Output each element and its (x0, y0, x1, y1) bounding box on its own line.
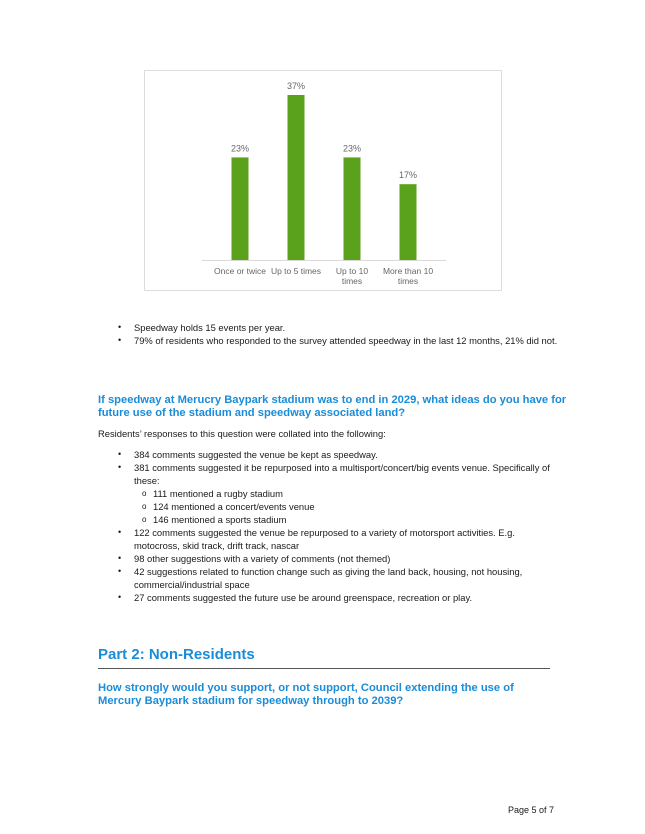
section-heading: Part 2: Non-Residents (98, 646, 550, 669)
list-item: • 27 comments suggested the future use be around greenspace, recreation or play. (118, 591, 558, 604)
page-number: Page 5 of 7 (508, 805, 555, 815)
sublist-item: o 146 mentioned a sports stadium (143, 513, 558, 526)
chart-category-label: times (397, 276, 419, 286)
chart-bar (344, 157, 361, 260)
chart-category-label: More than 10 (382, 266, 434, 276)
sublist-item: o 111 mentioned a rugby stadium (143, 487, 558, 500)
list-item: • Speedway holds 15 events per year. (118, 321, 558, 334)
list-item: • 384 comments suggested the venue be kept as speedway. (118, 448, 558, 461)
facts-list (118, 321, 558, 347)
chart-data-label: 23% (230, 143, 250, 154)
chart-category-label: Once or twice (214, 266, 266, 276)
attendance-bar-chart (144, 70, 502, 291)
list-item: • 122 comments suggested the venue be repurposed to a variety of motorsport activities. E.g. motocross, skid track, drift track, nascar (118, 526, 558, 552)
chart-bar (232, 157, 249, 260)
list-item (118, 461, 558, 526)
intro-text: Residents’ responses to this question were collated into the following: (98, 428, 386, 439)
part2-question: How strongly would you support, or not support, Council extending the use of Mercury Baypark stadium for speedway through to 2039? (98, 682, 514, 707)
list-item: • 42 suggestions related to function change such as giving the land back, housing, not housing, commercial/industrial space (118, 565, 558, 591)
list-item-text: 381 comments suggested it be repurposed into a multisport/concert/big events venue. Specifically of these: (134, 462, 550, 486)
sublist-item: o 124 mentioned a concert/events venue (143, 500, 558, 513)
list-item: • 79% of residents who responded to the survey attended speedway in the last 12 months, 21% did not. (118, 334, 558, 347)
chart-bar (400, 184, 417, 260)
chart-category-label: Up to 5 times (270, 266, 322, 276)
question-heading: If speedway at Merucry Baypark stadium was to end in 2029, what ideas do you have for future use of the stadium and speedway associated land? (98, 394, 567, 419)
chart-category-label: times (341, 276, 363, 286)
chart-bar (288, 95, 305, 260)
chart-svg (145, 71, 503, 292)
responses-list (118, 448, 558, 604)
list-item: • 98 other suggestions with a variety of comments (not themed) (118, 552, 558, 565)
sublist (143, 487, 558, 526)
chart-category-label: Up to 10 (335, 266, 369, 276)
chart-data-label: 37% (286, 81, 306, 91)
chart-data-label: 17% (398, 170, 418, 181)
chart-data-label: 23% (342, 143, 362, 154)
